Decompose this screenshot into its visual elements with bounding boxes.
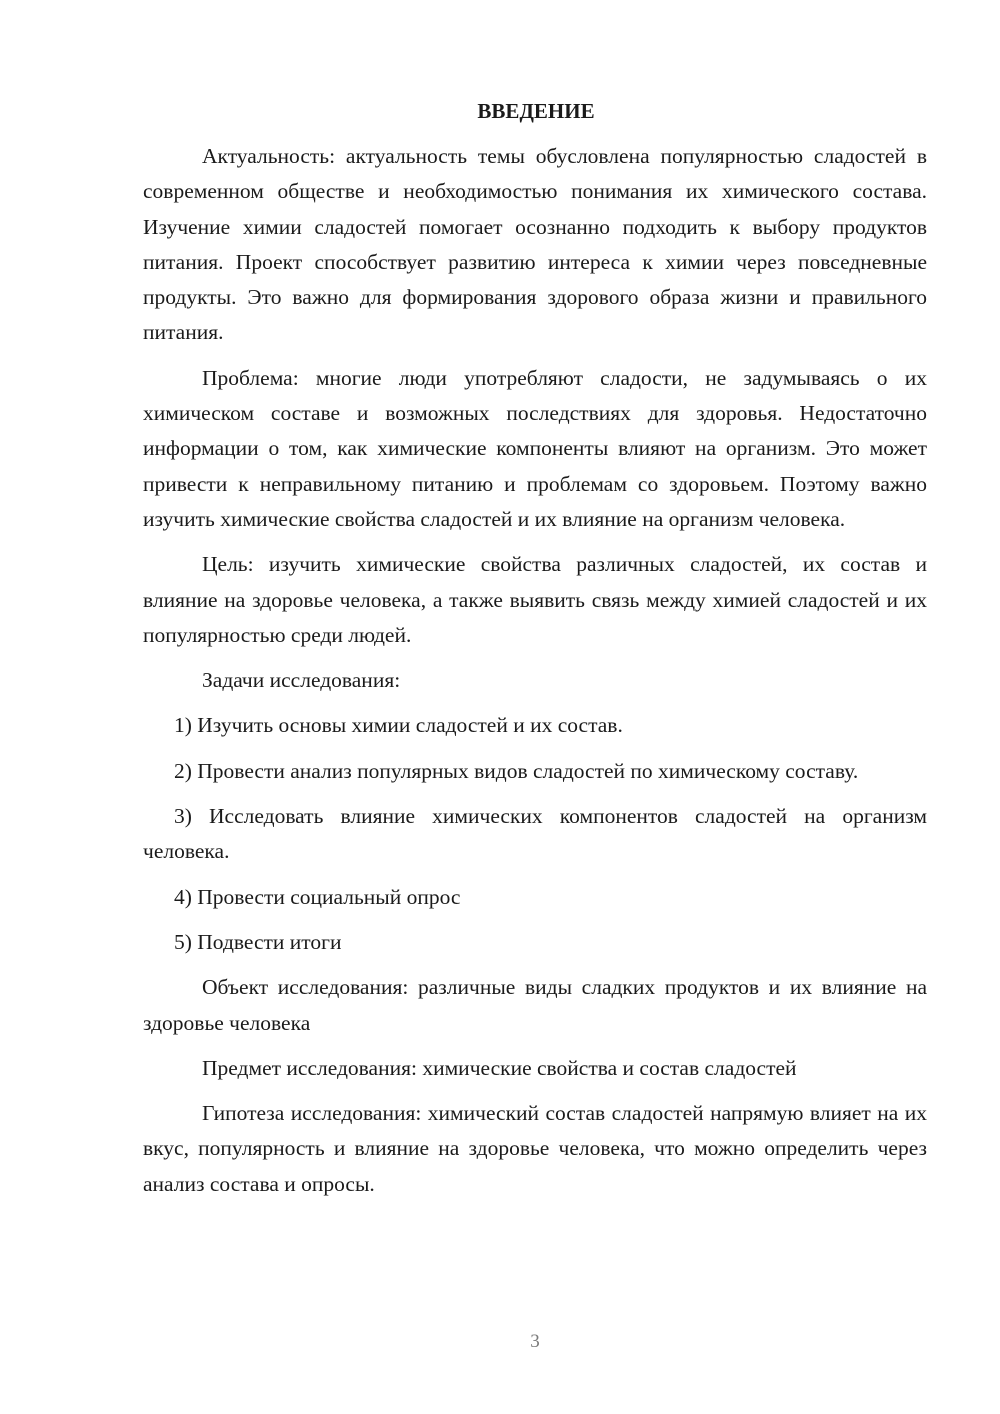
problem-paragraph: Проблема: многие люди употребляют сладости, не задумываясь о их химическом составе и возможных последствиях для здоровья. Недостаточно информации о том, как химические компоненты влияют на организм. Это может привести к неправильному питанию и проблемам со здоровьем. Поэтому важно изучить химические свойства сладостей и их влияние на организм человека. [143, 365, 927, 531]
goal-paragraph: Цель: изучить химические свойства различных сладостей, их состав и влияние на здоровье человека, а также выявить связь между химией сладостей и их популярностью среди людей. [143, 552, 927, 647]
object-paragraph: Объект исследования: различные виды сладких продуктов и их влияние на здоровье человека [143, 975, 927, 1035]
page-number: 3 [530, 1331, 540, 1352]
relevance-paragraph: Актуальность: актуальность темы обусловлена популярностью сладостей в современном обществе и необходимостью понимания их химического состава. Изучение химии сладостей помогает осознанно подходить к выбору продуктов питания. Проект способствует развитию интереса к химии через повседневные продукты. Это важно для формирования здорового образа жизни и правильного питания. [143, 144, 927, 345]
task-item-3: 3) Исследовать влияние химических компонентов сладостей на организм человека. [143, 804, 927, 864]
task-item-5: 5) Подвести итоги [174, 929, 342, 954]
hypothesis-paragraph: Гипотеза исследования: химический состав сладостей напрямую влияет на их вкус, популярность и влияние на здоровье человека, что можно определить через анализ состава и опросы. [143, 1101, 927, 1196]
section-title: ВВЕДЕНИЕ [477, 99, 595, 123]
subject-paragraph: Предмет исследования: химические свойства и состав сладостей [202, 1055, 797, 1080]
tasks-heading: Задачи исследования: [202, 668, 401, 693]
task-item-1: 1) Изучить основы химии сладостей и их состав. [174, 713, 623, 738]
page-content [143, 93, 927, 1212]
task-item-2: 2) Провести анализ популярных видов сладостей по химическому составу. [174, 758, 859, 783]
task-item-4: 4) Провести социальный опрос [174, 884, 461, 909]
